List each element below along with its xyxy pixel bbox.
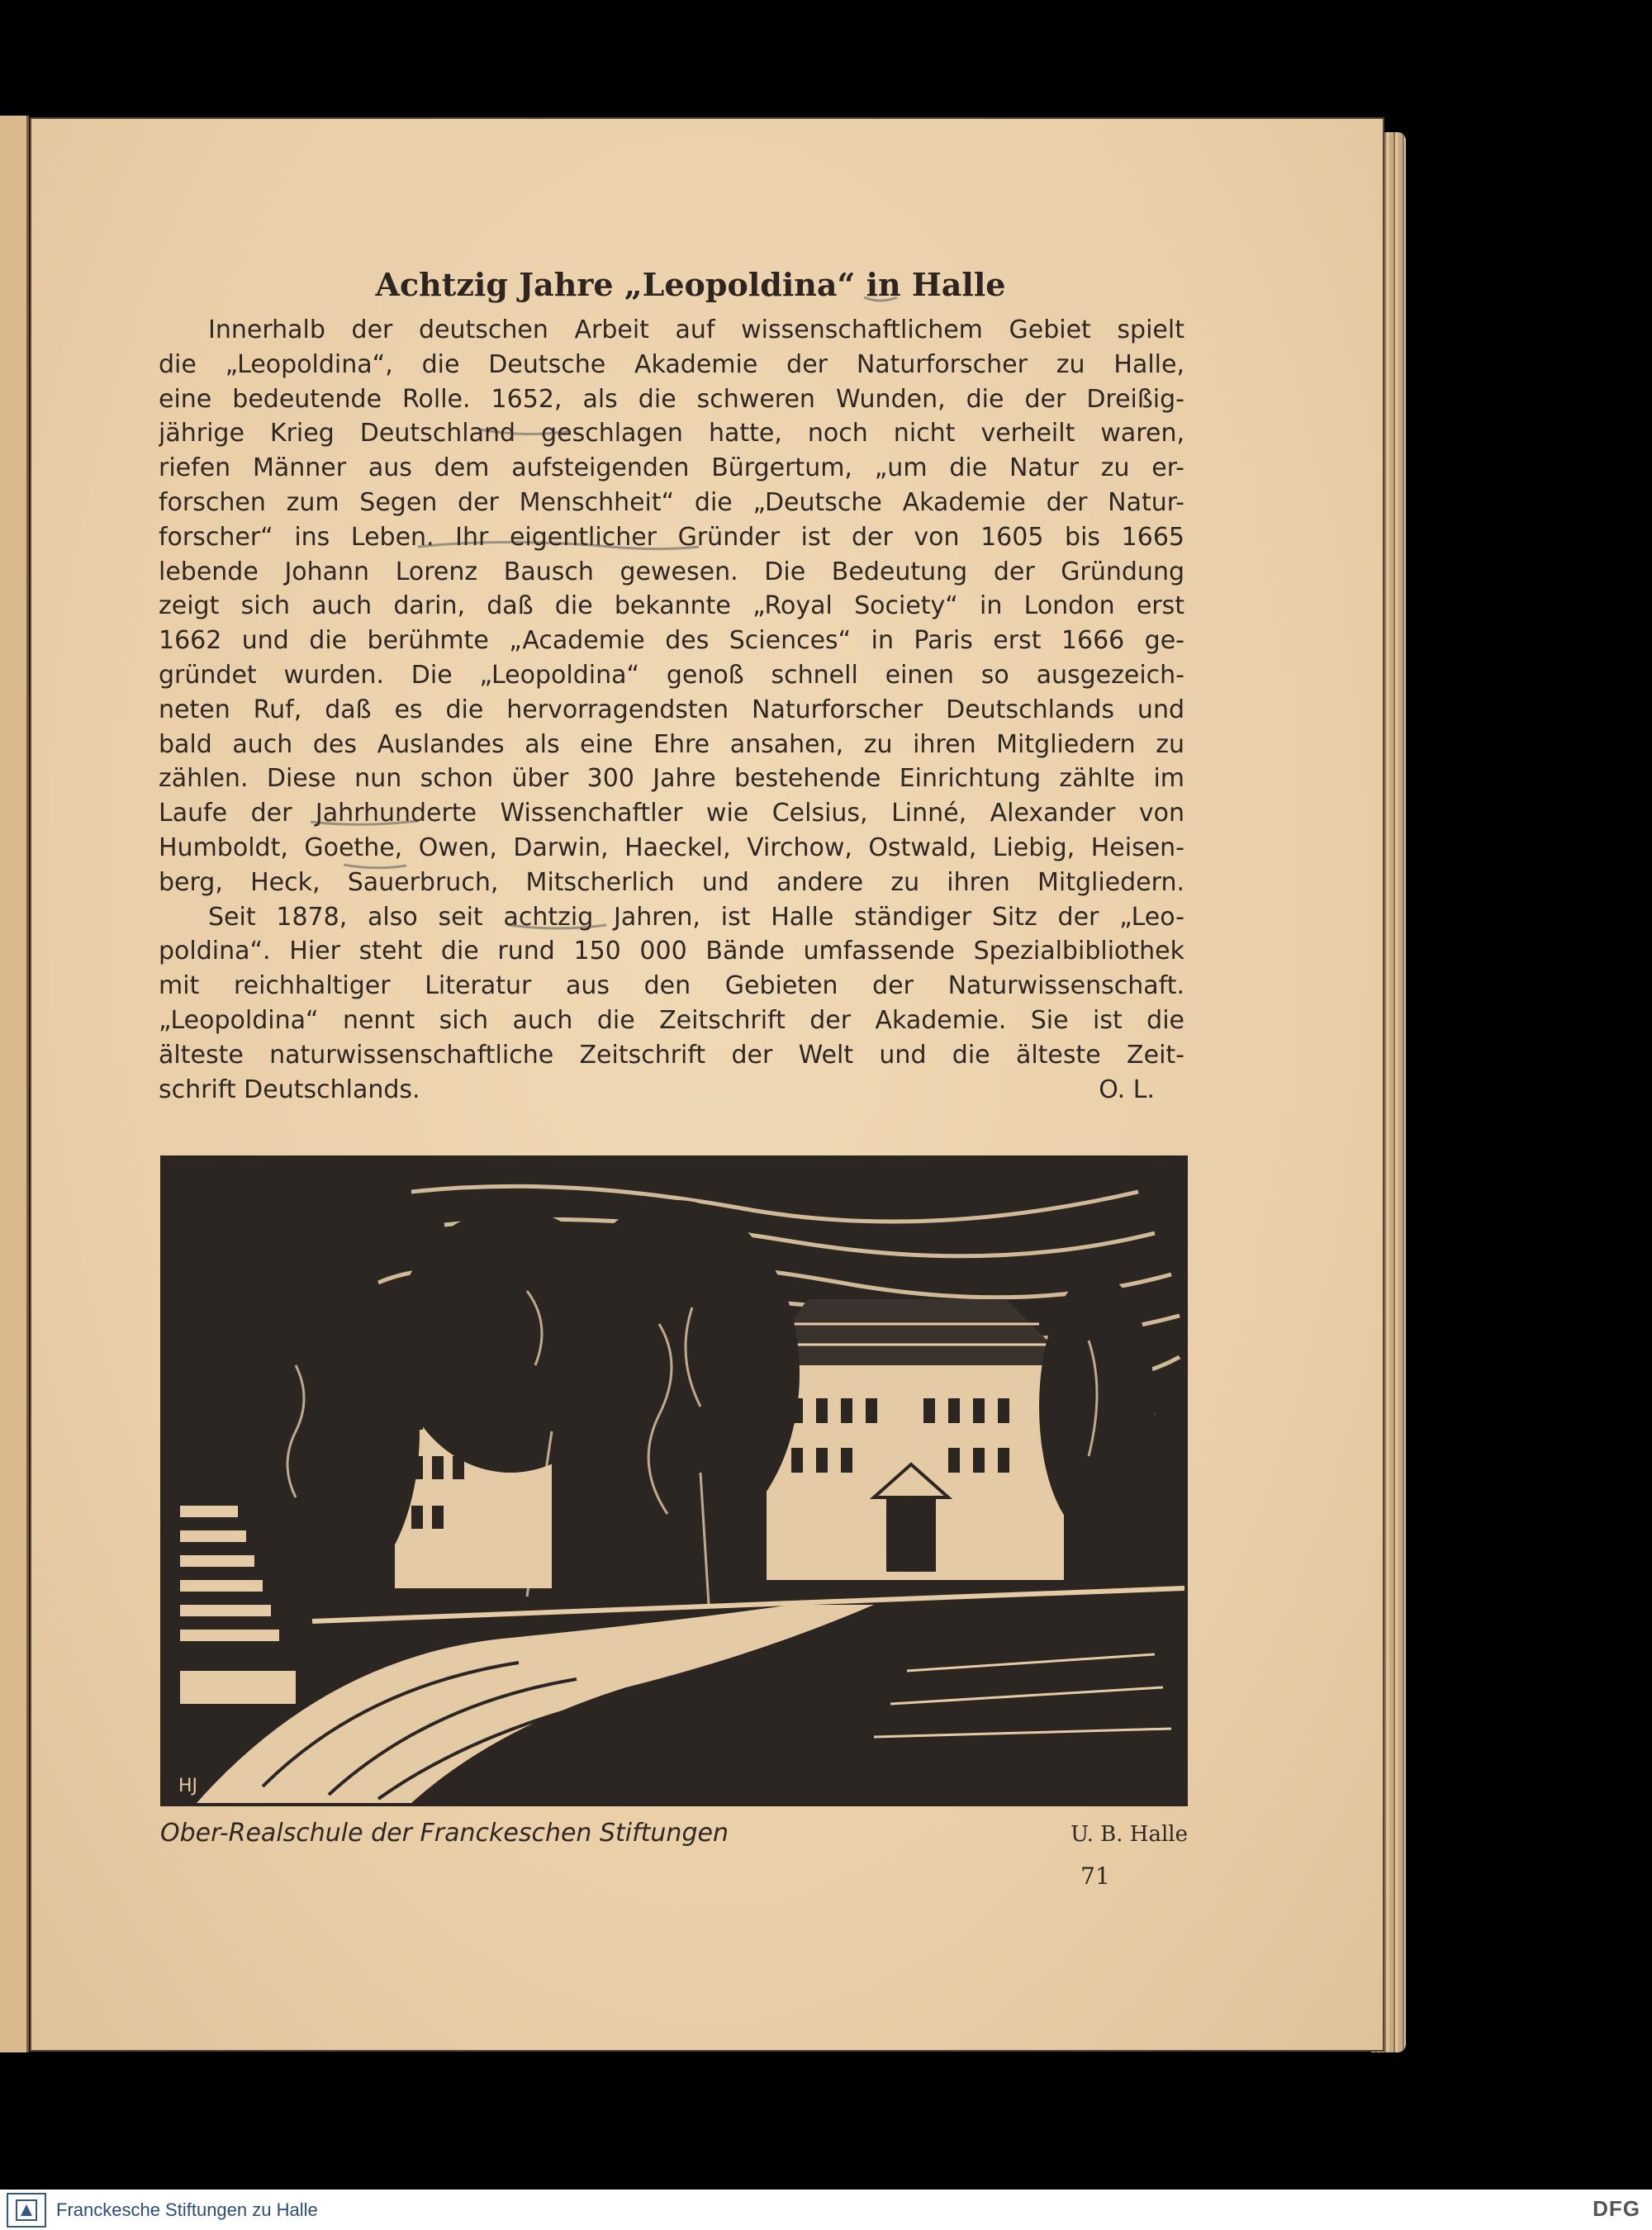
body-line: bald auch des Auslandes als eine Ehre ansahen, zu ihren Mitgliedern zu <box>159 729 1184 759</box>
body-line: zählen. Diese nun schon über 300 Jahre bestehende Einrichtung zählte im <box>159 764 1184 794</box>
body-line: lebende Johann Lorenz Bausch gewesen. Die Bedeutung der Gründung <box>159 557 1184 586</box>
illustration-caption: Ober-Realschule der Franckeschen Stiftungen <box>160 1819 729 1848</box>
body-line: berg, Heck, Sauerbruch, Mitscherlich und andere zu ihren Mitgliedern. <box>159 867 1184 897</box>
institution-logo-icon <box>7 2193 46 2228</box>
page-number: 71 <box>1080 1862 1110 1890</box>
illustration-credit: U. B. Halle <box>1070 1822 1188 1847</box>
body-line: neten Ruf, daß es die hervorragendsten Naturforscher Deutschlands und <box>159 695 1184 724</box>
book-page <box>30 117 1384 2052</box>
body-line: Innerhalb der deutschen Arbeit auf wissenschaftlichem Gebiet spielt <box>208 316 1184 344</box>
body-line: forschen zum Segen der Menschheit“ die „Deutsche Akademie der Natur- <box>159 487 1184 517</box>
body-line: Humboldt, Goethe, Owen, Darwin, Haeckel, Virchow, Ostwald, Liebig, Heisen- <box>159 833 1184 862</box>
body-line: eine bedeutende Rolle. 1652, als die schweren Wunden, die der Dreißig- <box>159 384 1184 414</box>
woodcut-image <box>164 1159 1184 1803</box>
viewer-footer <box>0 2190 1652 2230</box>
body-line: poldina“. Hier steht die rund 150 000 Bände umfassende Spezialbibliothek <box>159 937 1184 966</box>
body-last-line <box>159 1073 1184 1108</box>
author-signature: O. L. <box>1099 1075 1155 1104</box>
body-line: die „Leopoldina“, die Deutsche Akademie der Naturforscher zu Halle, <box>159 349 1184 379</box>
body-line: zeigt sich auch darin, daß die bekannte „Royal Society“ in London erst <box>159 591 1184 621</box>
body-line: schrift Deutschlands. <box>159 1075 420 1104</box>
article-body <box>159 313 1184 1107</box>
woodcut-illustration <box>160 1155 1188 1806</box>
body-line: Seit 1878, also seit achtzig Jahren, ist Halle ständiger Sitz der „Leo- <box>208 902 1184 932</box>
body-line: Laufe der Jahrhunderte Wissenchaftler wie Celsius, Linné, Alexander von <box>159 799 1184 828</box>
body-line: mit reichhaltiger Literatur aus den Gebieten der Naturwissenschaft. <box>159 971 1184 1001</box>
institution-name: Franckesche Stiftungen zu Halle <box>56 2199 318 2220</box>
artist-monogram: HJ <box>178 1776 198 1796</box>
body-line: jährige Krieg Deutschland geschlagen hatte, noch nicht verheilt waren, <box>159 419 1184 448</box>
illustration-caption-row <box>160 1819 1188 1852</box>
body-line: riefen Männer aus dem aufsteigenden Bürgertum, „um die Natur zu er- <box>159 453 1184 483</box>
body-line: älteste naturwissenschaftliche Zeitschrift der Welt und die älteste Zeit- <box>159 1040 1184 1070</box>
body-line: „Leopoldina“ nennt sich auch die Zeitschrift der Akademie. Sie ist die <box>159 1005 1184 1035</box>
body-line: 1662 und die berühmte „Academie des Sciences“ in Paris erst 1666 ge- <box>159 626 1184 656</box>
body-line: gründet wurden. Die „Leopoldina“ genoß schnell einen so ausgezeich- <box>159 660 1184 690</box>
dfg-logo: DFG <box>1593 2196 1640 2221</box>
article-title: Achtzig Jahre „Leopoldina“ in Halle <box>375 266 1006 303</box>
body-line: forscher“ ins Leben. Ihr eigentlicher Gründer ist der von 1605 bis 1665 <box>159 522 1184 552</box>
previous-page-edge <box>0 116 29 2052</box>
